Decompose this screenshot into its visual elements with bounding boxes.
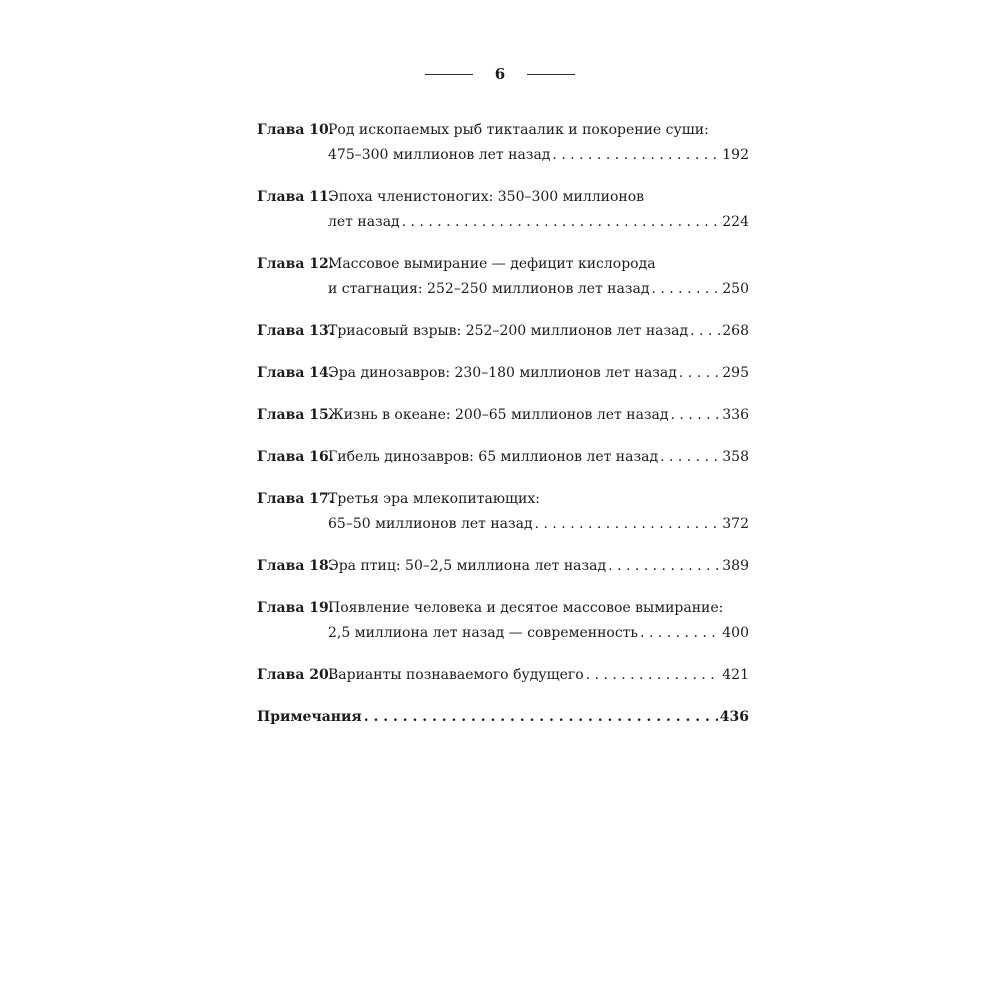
page-ref: 224: [722, 214, 749, 230]
dot-leader: [640, 621, 720, 646]
header-rule-left: [425, 74, 473, 75]
page-ref: 192: [722, 147, 749, 163]
toc-entry-chapter-18[interactable]: [257, 554, 749, 579]
chapter-title-cont: лет назад: [328, 214, 400, 230]
chapter-title: Гибель динозавров: 65 миллионов лет назад: [328, 449, 659, 465]
dot-leader: [364, 705, 718, 730]
page-ref: 295: [722, 365, 749, 381]
page-ref: 250: [722, 281, 749, 297]
chapter-title-cont: и стагнация: 252–250 миллионов лет назад: [328, 281, 650, 297]
header-rule-right: [527, 74, 575, 75]
chapter-label: Глава 19.: [257, 600, 334, 616]
chapter-title: Жизнь в океане: 200–65 миллионов лет назад: [328, 407, 669, 423]
toc-entry-chapter-20[interactable]: [257, 663, 749, 688]
table-of-contents: [257, 118, 749, 747]
dot-leader: [608, 554, 720, 579]
chapter-title-cont: 65–50 миллионов лет назад: [328, 516, 533, 532]
page-ref: 436: [719, 709, 749, 725]
toc-entry-chapter-12[interactable]: [257, 252, 749, 302]
chapter-label: Глава 10.: [257, 122, 334, 138]
chapter-title: Эра динозавров: 230–180 миллионов лет назад: [328, 365, 677, 381]
page-ref: 389: [722, 558, 749, 574]
toc-entry-chapter-14[interactable]: [257, 361, 749, 386]
chapter-label: Глава 11.: [257, 189, 334, 205]
toc-entry-chapter-13[interactable]: [257, 319, 749, 344]
chapter-label: Глава 14.: [257, 365, 334, 381]
page-ref: 421: [722, 667, 749, 683]
toc-entry-notes[interactable]: [257, 705, 749, 730]
dot-leader: [586, 663, 721, 688]
dot-leader: [660, 445, 720, 470]
chapter-title: Триасовый взрыв: 252–200 миллионов лет назад: [328, 323, 689, 339]
dot-leader: [552, 143, 720, 168]
page-ref: 336: [722, 407, 749, 423]
page-number: 6: [494, 65, 506, 83]
dot-leader: [690, 319, 720, 344]
chapter-title: Третья эра млекопитающих:: [328, 491, 540, 507]
dot-leader: [671, 403, 721, 428]
chapter-label: Глава 12.: [257, 256, 334, 272]
page-ref: 358: [722, 449, 749, 465]
chapter-title: Варианты познаваемого будущего: [328, 667, 584, 683]
toc-entry-chapter-11[interactable]: [257, 185, 749, 235]
dot-leader: [402, 210, 721, 235]
chapter-label: Глава 13.: [257, 323, 334, 339]
chapter-title: Массовое вымирание — дефицит кислорода: [328, 256, 656, 272]
chapter-title: Эра птиц: 50–2,5 миллиона лет назад: [328, 558, 607, 574]
chapter-title: Род ископаемых рыб тиктаалик и покорение суши:: [328, 122, 709, 138]
chapter-title-cont: 475–300 миллионов лет назад: [328, 147, 551, 163]
page-ref: 268: [722, 323, 749, 339]
chapter-title: Эпоха членистоногих: 350–300 миллионов: [328, 189, 645, 205]
chapter-label: Глава 18.: [257, 558, 334, 574]
chapter-label: Глава 15.: [257, 407, 334, 423]
dot-leader: [679, 361, 720, 386]
chapter-label: Глава 17.: [257, 491, 334, 507]
toc-entry-chapter-16[interactable]: [257, 445, 749, 470]
chapter-title-cont: 2,5 миллиона лет назад — современность: [328, 625, 639, 641]
toc-entry-chapter-10[interactable]: [257, 118, 749, 168]
page-header: [0, 62, 1000, 86]
page-ref: 400: [722, 625, 749, 641]
dot-leader: [535, 512, 721, 537]
toc-entry-chapter-19[interactable]: [257, 596, 749, 646]
toc-entry-chapter-15[interactable]: [257, 403, 749, 428]
chapter-label: Глава 16.: [257, 449, 334, 465]
page-ref: 372: [722, 516, 749, 532]
chapter-label: Глава 20.: [257, 667, 334, 683]
toc-entry-chapter-17[interactable]: [257, 487, 749, 537]
chapter-title: Появление человека и десятое массовое вымирание:: [328, 600, 724, 616]
notes-label: Примечания: [257, 709, 362, 725]
dot-leader: [651, 277, 720, 302]
